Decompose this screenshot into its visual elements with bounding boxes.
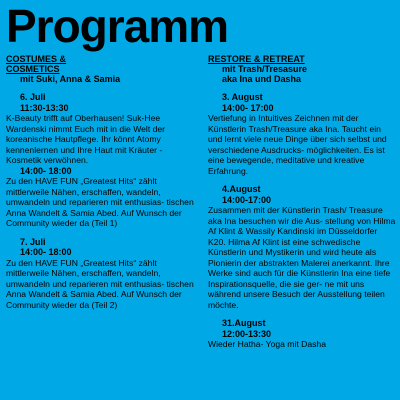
left-column xyxy=(6,54,198,310)
event-time: 14:00-17:00 xyxy=(222,194,272,205)
event-description: K-Beauty trifft auf Oberhausen! Suk-Hee Wardenski nimmt Euch mit in die Welt der koreanische Hautpflege. Ihr könnt Atomy kennenlernen und Ihre Haut mit Kräuter - Kosmetik verwöhnen. xyxy=(6,113,166,165)
event-description: Wieder Hatha- Yoga mit Dasha xyxy=(208,339,326,349)
page-title: Programm xyxy=(6,0,229,52)
right-column xyxy=(208,54,396,350)
event-time: 14:00- 18:00 xyxy=(20,247,72,257)
event-description: Vertiefung in Intuitives Zeichnen mit der Künstlerin Trash/Treasure aka Ina. Taucht ein und lernt viele neue Dinge über sich selbst und verschiedene Ausdrucks- möglichkeiten. Es ist eine bewegende, meditative und kreative Erfahrung. xyxy=(208,113,387,176)
event-date: 4.August xyxy=(222,184,261,194)
event-date: 7. Juli xyxy=(20,236,46,247)
event-time: 12:00-13:30 xyxy=(222,328,272,339)
event-time: 11:30-13:30 xyxy=(20,102,69,113)
event-time: 14:00- 17:00 xyxy=(222,102,274,113)
event-date: 3. August xyxy=(222,92,263,102)
event-description: Zu den HAVE FUN „Greatest Hits“ zählt mittlerweile Nähen, erschaffen, wandeln, umwandeln und reparieren mit enthusias- tischen Anna Wandelt & Samia Abed. Auf Wunsch der Community wieder da (Teil 1) xyxy=(6,176,194,228)
event-time: 14:00- 18:00 xyxy=(20,165,72,176)
section-heading-line2: COSMETICS xyxy=(6,64,60,74)
section-heading-line1: COSTUMES & xyxy=(6,54,67,64)
event-date: 31.August xyxy=(222,318,266,328)
event-description: Zusammen mit der Künstlerin Trash/ Treasure aka Ina besuchen wir die Aus- stellung von Hilma Af Klint & Wassily Kandinski im Düsseldorfer K20. Hilma Af Klint ist eine schwedische Künstlerin und Mystikerin und wird heute als Pionierin der abstrakten Malerei anerkannt. Ihre Werke sind auch für die Künstlerin Ina eine tiefe Inspirationsquelle, die sie ger- ne mit uns während unsere Besuch der Ausstellung teilen möchte. xyxy=(208,205,396,310)
section-subtitle-line2: aka Ina und Dasha xyxy=(222,74,302,84)
event-date: 6. Juli xyxy=(20,92,46,102)
section-subtitle: mit Suki, Anna & Samia xyxy=(20,74,121,84)
event-description: Zu den HAVE FUN „Greatest Hits“ zählt mittlerweile Nähen, erschaffen, wandeln, umwandeln und reparieren mit enthusias- tischen Anna Wandelt & Samia Abed. Auf Wunsch der Community wieder da (Teil 2) xyxy=(6,257,194,310)
section-subtitle-line1: mit Trash/Tresasure xyxy=(222,64,308,74)
section-heading: RESTORE & RETREAT xyxy=(208,54,305,64)
